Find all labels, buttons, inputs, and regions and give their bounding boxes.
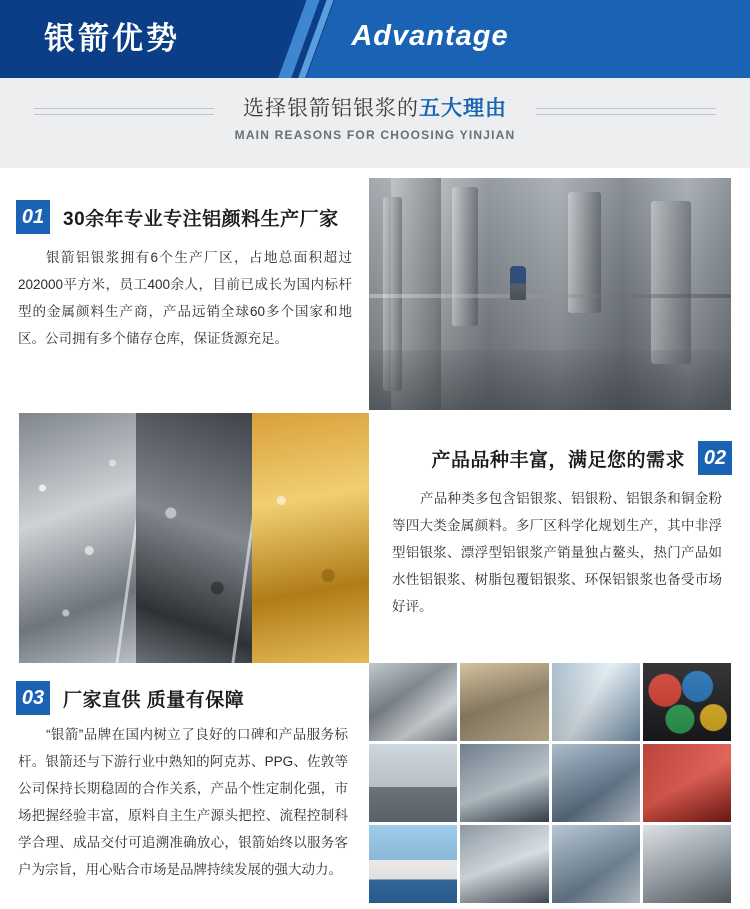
collage-cell-ship: [369, 825, 457, 903]
application-industries-collage-photo: [369, 663, 731, 903]
collage-cell-can: [552, 663, 640, 741]
rail-shape: [369, 294, 731, 298]
section-02-heading-row: [431, 441, 732, 475]
factory-production-line-photo: [369, 178, 731, 410]
collage-cell-structure: [552, 744, 640, 822]
panel-separator: [232, 413, 253, 663]
factory-image-art: [369, 178, 731, 410]
collage-image-art: [369, 663, 731, 903]
powder-image-art: [19, 413, 369, 663]
section-01-heading: 30余年专业专注铝颜料生产厂家: [63, 208, 339, 230]
collage-cell-pipes: [369, 663, 457, 741]
dark-powder-panel: [136, 413, 253, 663]
section-03-body: “银箭”品牌在国内树立了良好的口碑和产品服务标杆。银箭还与下游行业中熟知的阿克苏、PPG、佐敦等公司保持长期稳固的合作关系，产品个性定制化强，市场把握经验丰富，原料自主生产源头把控、流程控制科学合理、成品交付可追溯准确放心，银箭始终以服务客户为宗旨，用心贴合市场是品牌持续发展的强大动力。: [18, 727, 348, 877]
section-02-heading: 产品品种丰富，满足您的需求: [431, 449, 685, 471]
section-01-number-badge: 01: [16, 200, 50, 234]
section-03-heading-row: [16, 681, 244, 715]
advantage-section-02: [0, 413, 750, 663]
advantage-section-01: [0, 168, 750, 413]
gold-powder-panel: [252, 413, 369, 663]
header-banner: [0, 0, 750, 78]
collage-cell-red-coating: [643, 744, 731, 822]
panel-separator: [115, 413, 136, 663]
collage-cell-steel-frame: [552, 825, 640, 903]
collage-cell-misc: [643, 825, 731, 903]
silver-powder-panel: [19, 413, 136, 663]
advantage-section-03: [0, 663, 750, 909]
section-01-heading-row: [16, 200, 339, 234]
collage-cell-laptop: [369, 744, 457, 822]
section-02-number-badge: 02: [698, 441, 732, 475]
banner-title-en: Advantage: [351, 20, 509, 52]
tank-shape: [651, 201, 691, 363]
worker-figure: [510, 266, 526, 300]
collage-cell-sedan: [460, 825, 548, 903]
pipe-shape: [452, 187, 477, 326]
subtitle-english: MAIN REASONS FOR CHOOSING YINJIAN: [234, 128, 516, 142]
banner-title-cn: 银箭优势: [44, 21, 180, 56]
subtitle-title-prefix: 选择银箭铝银浆的: [243, 97, 419, 120]
collage-cell-factory: [460, 663, 548, 741]
subtitle-title: [0, 92, 750, 122]
collage-cell-car-body: [460, 744, 548, 822]
section-03-heading: 厂家直供 质量有保障: [63, 689, 245, 711]
subtitle-band: [0, 78, 750, 168]
section-01-body: 银箭铝银浆拥有6个生产厂区，占地总面积超过202000平方米，员工400余人，目前已成长为国内标杆型的金属颜料生产商，产品远销全球60多个国家和地区。公司拥有多个储存仓库，保证货源充足。: [18, 250, 352, 346]
section-03-number-badge: 03: [16, 681, 50, 715]
section-02-body: 产品种类多包含铝银浆、铝银粉、铝银条和铜金粉等四大类金属颜料。多厂区科学化规划生产，其中非浮型铝银浆、漂浮型铝银浆产销量独占鳌头，热门产品如水性铝银浆、树脂包覆铝银浆、环保铝银浆也备受市场好评。: [392, 491, 722, 614]
subtitle-title-highlight: 五大理由: [419, 97, 507, 120]
collage-cell-colored-balls: [643, 663, 731, 741]
metallic-powder-samples-photo: [19, 413, 369, 663]
